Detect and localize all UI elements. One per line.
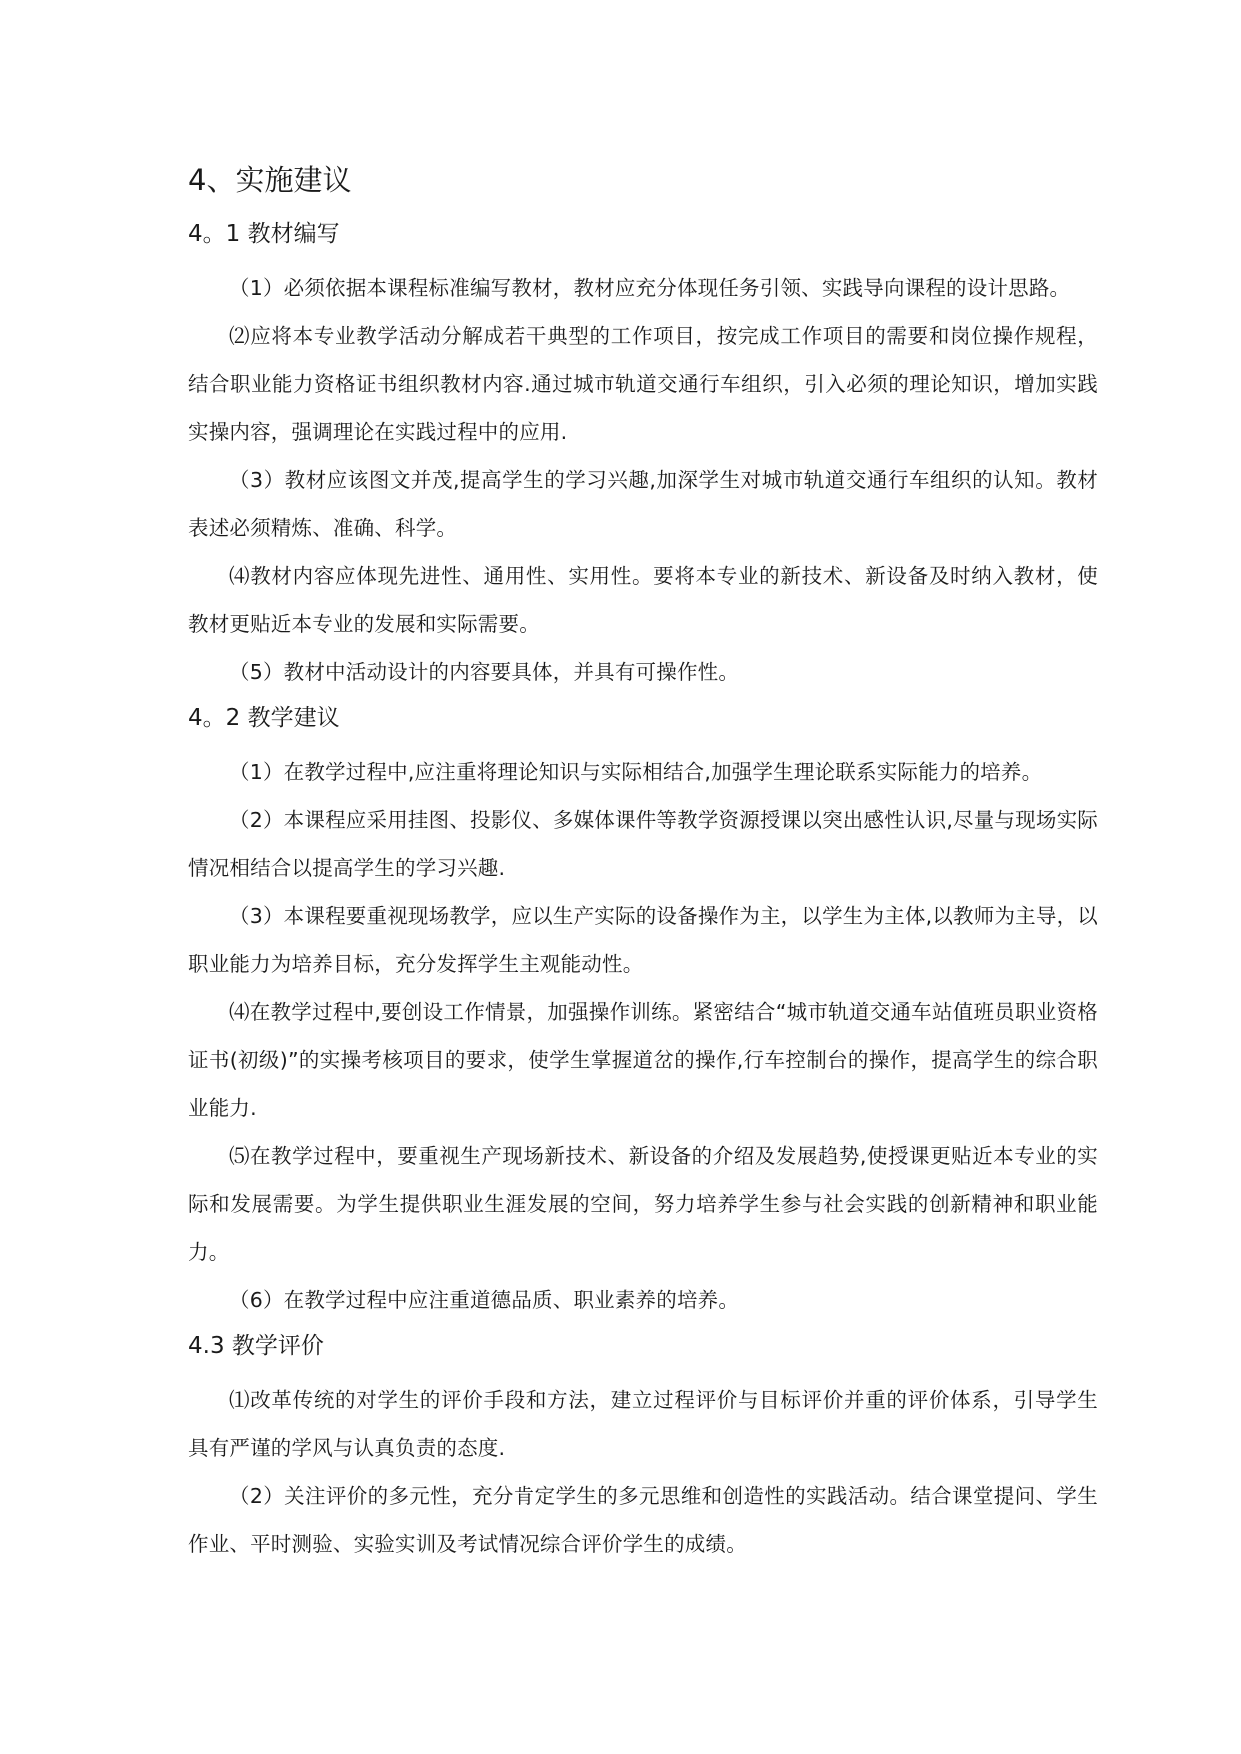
paragraph: （1）必须依据本课程标准编写教材，教材应充分体现任务引领、实践导向课程的设计思路。 [229,276,1071,300]
paragraph: （2）关注评价的多元性，充分肯定学生的多元思维和创造性的实践活动。结合课堂提问、学生作业、平时测验、实验实训及考试情况综合评价学生的成绩。 [188,1484,1098,1556]
paragraph: （2）本课程应采用挂图、投影仪、多媒体课件等教学资源授课以突出感性认识,尽量与现场实际情况相结合以提高学生的学习兴趣. [188,808,1098,880]
paragraph: ⑷教材内容应体现先进性、通用性、实用性。要将本专业的新技术、新设备及时纳入教材，使教材更贴近本专业的发展和实际需要。 [188,564,1098,636]
section-textbook [188,218,1098,696]
paragraph: （3）本课程要重视现场教学，应以生产实际的设备操作为主，以学生为主体,以教师为主导，以职业能力为培养目标，充分发挥学生主观能动性。 [188,904,1098,976]
section-title: 4。2 教学建议 [188,705,340,731]
paragraph: ⑵应将本专业教学活动分解成若干典型的工作项目，按完成工作项目的需要和岗位操作规程，结合职业能力资格证书组织教材内容.通过城市轨道交通行车组织，引入必须的理论知识，增加实践实操内容，强调理论在实践过程中的应用. [188,324,1098,444]
paragraph: ⑷在教学过程中,要创设工作情景，加强操作训练。紧密结合“城市轨道交通车站值班员职业资格证书(初级)”的实操考核项目的要求，使学生掌握道岔的操作,行车控制台的操作，提高学生的综合职业能力. [188,1000,1098,1120]
paragraph: （5）教材中活动设计的内容要具体，并具有可操作性。 [229,660,740,684]
paragraph: ⑴改革传统的对学生的评价手段和方法，建立过程评价与目标评价并重的评价体系，引导学生具有严谨的学风与认真负责的态度. [188,1388,1098,1460]
section-teaching [188,702,1098,1324]
chapter-heading: 4、实施建议 [188,163,352,197]
section-title: 4.3 教学评价 [188,1333,324,1359]
paragraph: （6）在教学过程中应注重道德品质、职业素养的培养。 [229,1288,740,1312]
section-title: 4。1 教材编写 [188,221,340,247]
paragraph: （3）教材应该图文并茂,提高学生的学习兴趣,加深学生对城市轨道交通行车组织的认知。教材表述必须精炼、准确、科学。 [188,468,1098,540]
section-evaluation [188,1330,1098,1568]
document-body [188,160,1098,1574]
paragraph: ⑸在教学过程中，要重视生产现场新技术、新设备的介绍及发展趋势,使授课更贴近本专业的实际和发展需要。为学生提供职业生涯发展的空间，努力培养学生参与社会实践的创新精神和职业能力。 [188,1144,1098,1264]
paragraph: （1）在教学过程中,应注重将理论知识与实际相结合,加强学生理论联系实际能力的培养。 [229,760,1043,784]
